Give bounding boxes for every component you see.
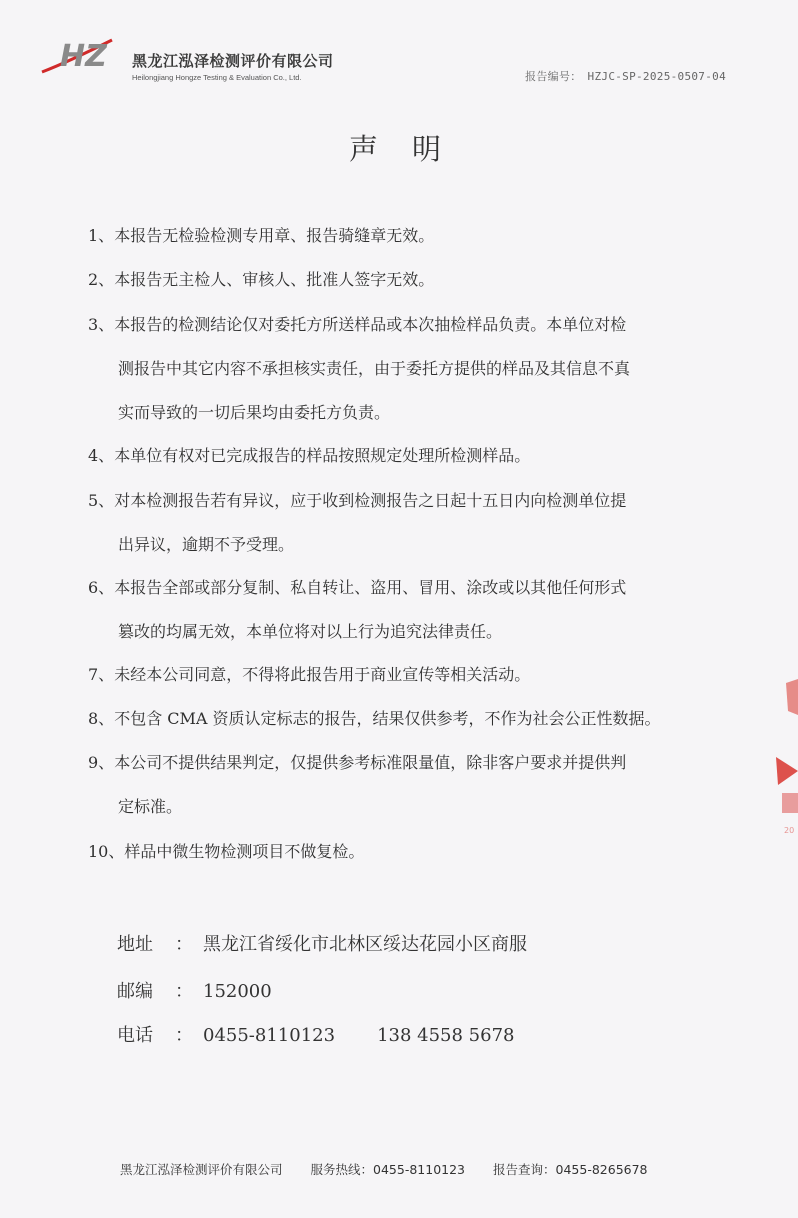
report-number-value: HZJC-SP-2025-0507-04 bbox=[587, 70, 726, 83]
statement-item-7: 7、未经本公司同意，不得将此报告用于商业宣传等相关活动。 bbox=[88, 665, 531, 684]
seal-stamp-edge bbox=[772, 675, 798, 845]
contact-address: 地址 ： 黑龙江省绥化市北林区绥达花园小区商服 bbox=[117, 934, 527, 955]
footer-hotline: 服务热线：0455-8110123 bbox=[310, 1162, 466, 1177]
statement-item-6: 6、本报告全部或部分复制、私自转让、盗用、冒用、涂改或以其他任何形式 篡改的均属无效，本单位将对以上行为追究法律责任。 bbox=[88, 578, 627, 641]
page-title: 声明 bbox=[348, 132, 475, 166]
footer-query: 报告查询：0455-8265678 bbox=[493, 1162, 648, 1177]
statement-item-5: 5、对本检测报告若有异议，应于收到检测报告之日起十五日内向检测单位提 出异议，逾期不予受理。 bbox=[88, 491, 627, 554]
company-name-block bbox=[132, 50, 334, 82]
report-number bbox=[525, 68, 726, 84]
contact-phone: 电话 ： 0455-8110123 138 4558 5678 bbox=[117, 1025, 515, 1046]
statement-item-10: 10、样品中微生物检测项目不做复检。 bbox=[88, 842, 365, 861]
company-logo bbox=[38, 32, 118, 80]
footer-company: 黑龙江泓泽检测评价有限公司 bbox=[120, 1162, 283, 1177]
statement-item-1: 1、本报告无检验检测专用章、报告骑缝章无效。 bbox=[88, 226, 435, 245]
contact-postcode: 邮编 ： 152000 bbox=[117, 981, 272, 1002]
svg-text:20: 20 bbox=[784, 826, 795, 835]
statement-item-3: 3、本报告的检测结论仅对委托方所送样品或本次抽检样品负责。本单位对检 测报告中其它内容不承担核实责任，由于委托方提供的样品及其信息不真 实而导致的一切后果均由委托方负责。 bbox=[88, 315, 631, 422]
report-number-label: 报告编号： bbox=[525, 70, 582, 83]
statement-item-4: 4、本单位有权对已完成报告的样品按照规定处理所检测样品。 bbox=[88, 446, 531, 465]
company-name-en: Heilongjiang Hongze Testing & Evaluation Co., Ltd. bbox=[132, 73, 302, 82]
statement-item-8: 8、不包含 CMA 资质认定标志的报告，结果仅供参考，不作为社会公正性数据。 bbox=[88, 709, 661, 728]
page-footer bbox=[120, 1160, 672, 1178]
company-name-cn: 黑龙江泓泽检测评价有限公司 bbox=[132, 52, 334, 70]
statement-item-2: 2、本报告无主检人、审核人、批准人签字无效。 bbox=[88, 270, 435, 289]
logo-text: HZ bbox=[60, 39, 107, 74]
statement-item-9: 9、本公司不提供结果判定，仅提供参考标准限量值，除非客户要求并提供判 定标准。 bbox=[88, 753, 627, 816]
